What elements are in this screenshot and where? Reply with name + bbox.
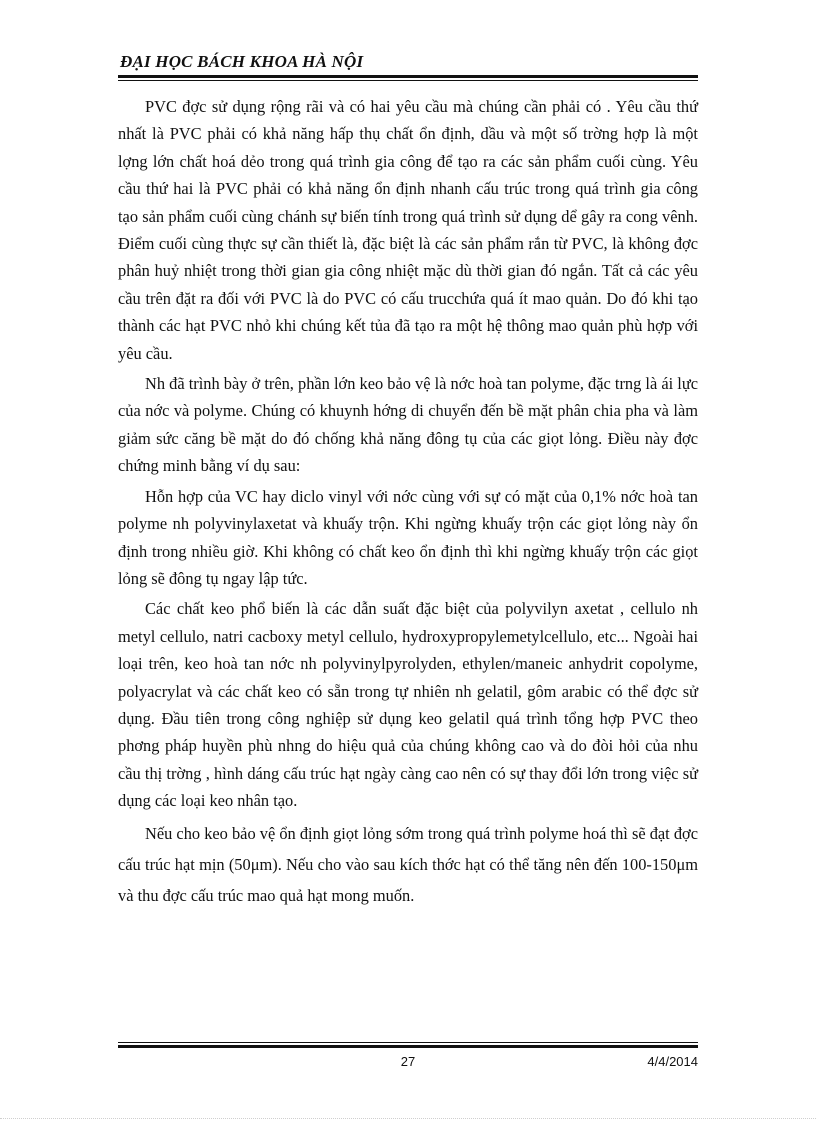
paragraph-5: Nếu cho keo bảo vệ ổn định giọt lỏng sớm trong quá trình polyme hoá thì sẽ đạt đợc cấu trúc hạt mịn (50μm). Nếu cho vào sau kích thớc hạt có thể tăng nên đến 100-150μm và thu đợc cấu trúc mao quả hạt mong muốn.	[118, 823, 698, 905]
header-title: ĐẠI HỌC BÁCH KHOA HÀ NỘI	[120, 52, 364, 71]
paragraph-1: PVC đợc sử dụng rộng rãi và có hai yêu cầu mà chúng cần phải có . Yêu cầu thứ nhất là PVC phải có khả năng hấp thụ chất ổn định, dầu và một số trờng hợp là một lợng lớn chất hoá dẻo trong quá trình gia công để tạo ra các sản phẩm cuối cùng. Yêu cầu thứ hai là PVC phải có khả năng ổn định nhanh cấu trúc trong quá trình gia công tạo sản phẩm cuối cùng chánh sự biến tính trong quá trình sử dụng dể gây ra cong vênh. Điểm cuối cùng thực sự cần thiết là, đặc biệt là các sản phẩm rắn từ PVC, là không đợc phân huỷ nhiệt trong thời gian gia công nhiệt mặc dù thời gian đó ngắn. Tất cả các yêu cầu trên đặt ra đối với PVC là do PVC có cấu trucchứa quá ít mao quản. Do đó khi tạo thành các hạt PVC nhỏ khi chúng kết tủa đã tạo ra một hệ thông mao quản phù hợp với yêu cầu.	[118, 97, 698, 363]
page-date: 4/4/2014	[647, 1054, 698, 1069]
page-number: 27	[400, 1054, 416, 1069]
document-body	[118, 93, 698, 914]
page-footer	[118, 1042, 698, 1069]
footer-rule-thick	[118, 1045, 698, 1048]
header-rule-thin	[118, 80, 698, 81]
paragraph-4: Các chất keo phổ biến là các dẫn suất đặc biệt của polyvilyn axetat , cellulo nh metyl cellulo, natri cacboxy metyl cellulo, hydroxypropylemetylcellulo, etc... Ngoài hai loại trên, keo hoà tan nớc nh polyvinylpyrolyden, ethylen/maneic anhydrit copolyme, polyacrylat và các chất keo có sẵn trong tự nhiên nh gelatil, gôm arabic có thể đợc sử dụng. Đầu tiên trong công nghiệp sử dụng keo gelatil quá trình tổng hợp PVC theo phơng pháp huyền phù nhng do hiệu quả của chúng không cao và do đòi hỏi của nhu cầu thị trờng , hình dáng cấu trúc hạt ngày càng cao nên có sự thay đổi lớn trong việc sử dụng các loại keo nhân tạo.	[118, 599, 698, 811]
header-rule-thick	[118, 75, 698, 78]
paragraph-3: Hỗn hợp của VC hay diclo vinyl với nớc cùng với sự có mặt của 0,1% nớc hoà tan polyme nh polyvinylaxetat và khuấy trộn. Khi ngừng khuấy trộn các giọt lỏng này ổn định trong nhiều giờ. Khi không có chất keo ổn định thì khi ngừng khuấy trộn các giọt lỏng sẽ đông tụ ngay lập tức.	[118, 486, 698, 588]
footer-rule-thin	[118, 1042, 698, 1043]
paragraph-2: Nh đã trình bày ở trên, phần lớn keo bảo vệ là nớc hoà tan polyme, đặc trng là ái lực của nớc và polyme. Chúng có khuynh hớng di chuyển đến bề mặt phân chia pha và làm giảm sức căng bề mặt do đó chống khả năng đông tụ của các giọt lỏng. Điều này đợc chứng minh bằng ví dụ sau:	[118, 374, 698, 476]
page-edge-divider	[0, 1118, 816, 1119]
page-header	[118, 52, 698, 81]
